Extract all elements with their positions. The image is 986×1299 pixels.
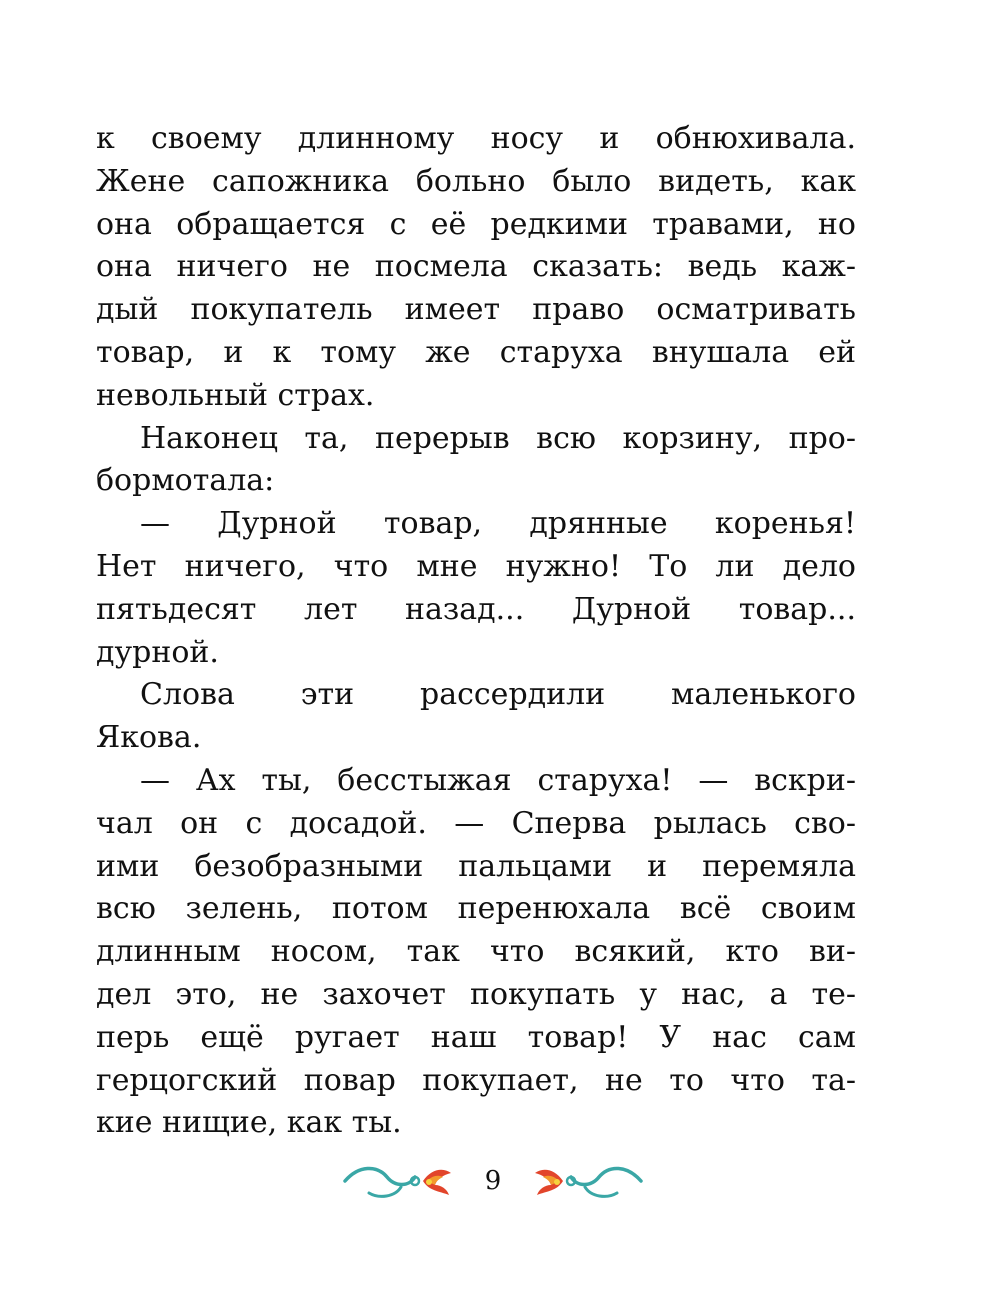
text-line: Наконец та, перерыв всю корзину, про-	[140, 420, 856, 456]
text-line: — Ах ты, бесстыжая старуха! — вскри-	[140, 762, 856, 798]
text-line: дый покупатель имеет право осматривать	[96, 292, 856, 328]
text-line: — Дурной товар, дрянные коренья!	[140, 506, 856, 542]
text-line: товар, и к тому же старуха внушала ей	[96, 334, 856, 370]
page-text	[96, 118, 856, 1145]
text-line: Нет ничего, что мне нужно! То ли дело	[96, 548, 856, 584]
right-flourish-icon	[527, 1159, 647, 1203]
text-line: к своему длинному носу и обнюхивала.	[96, 121, 856, 156]
text-line: пятьдесят лет назад... Дурной товар...	[96, 591, 856, 627]
text-line: дурной.	[96, 634, 219, 670]
text-line: Слова эти рассердили маленького	[140, 677, 856, 713]
text-line: всю зелень, потом перенюхала всё своим	[96, 891, 856, 927]
left-flourish-icon	[339, 1159, 459, 1203]
text-line: герцогский повар покупает, не то что та-	[96, 1062, 856, 1098]
text-line: она обращается с её редкими травами, но	[96, 206, 856, 242]
text-line: Якова.	[96, 720, 202, 756]
text-line: Жене сапожника больно было видеть, как	[96, 163, 856, 199]
text-line: перь ещё ругает наш товар! У нас сам	[96, 1019, 856, 1055]
page-footer	[0, 1158, 986, 1204]
text-line: чал он с досадой. — Сперва рылась сво-	[96, 805, 856, 841]
text-line: длинным носом, так что всякий, кто ви-	[96, 934, 856, 970]
text-line: она ничего не посмела сказать: ведь каж-	[96, 249, 856, 285]
text-line: ими безобразными пальцами и перемяла	[96, 848, 856, 884]
page-number: 9	[484, 1166, 502, 1196]
text-line: дел это, не захочет покупать у нас, а те-	[96, 976, 856, 1012]
text-line: кие нищие, как ты.	[96, 1105, 402, 1141]
text-line: бормотала:	[96, 463, 275, 499]
text-line: невольный страх.	[96, 377, 375, 413]
